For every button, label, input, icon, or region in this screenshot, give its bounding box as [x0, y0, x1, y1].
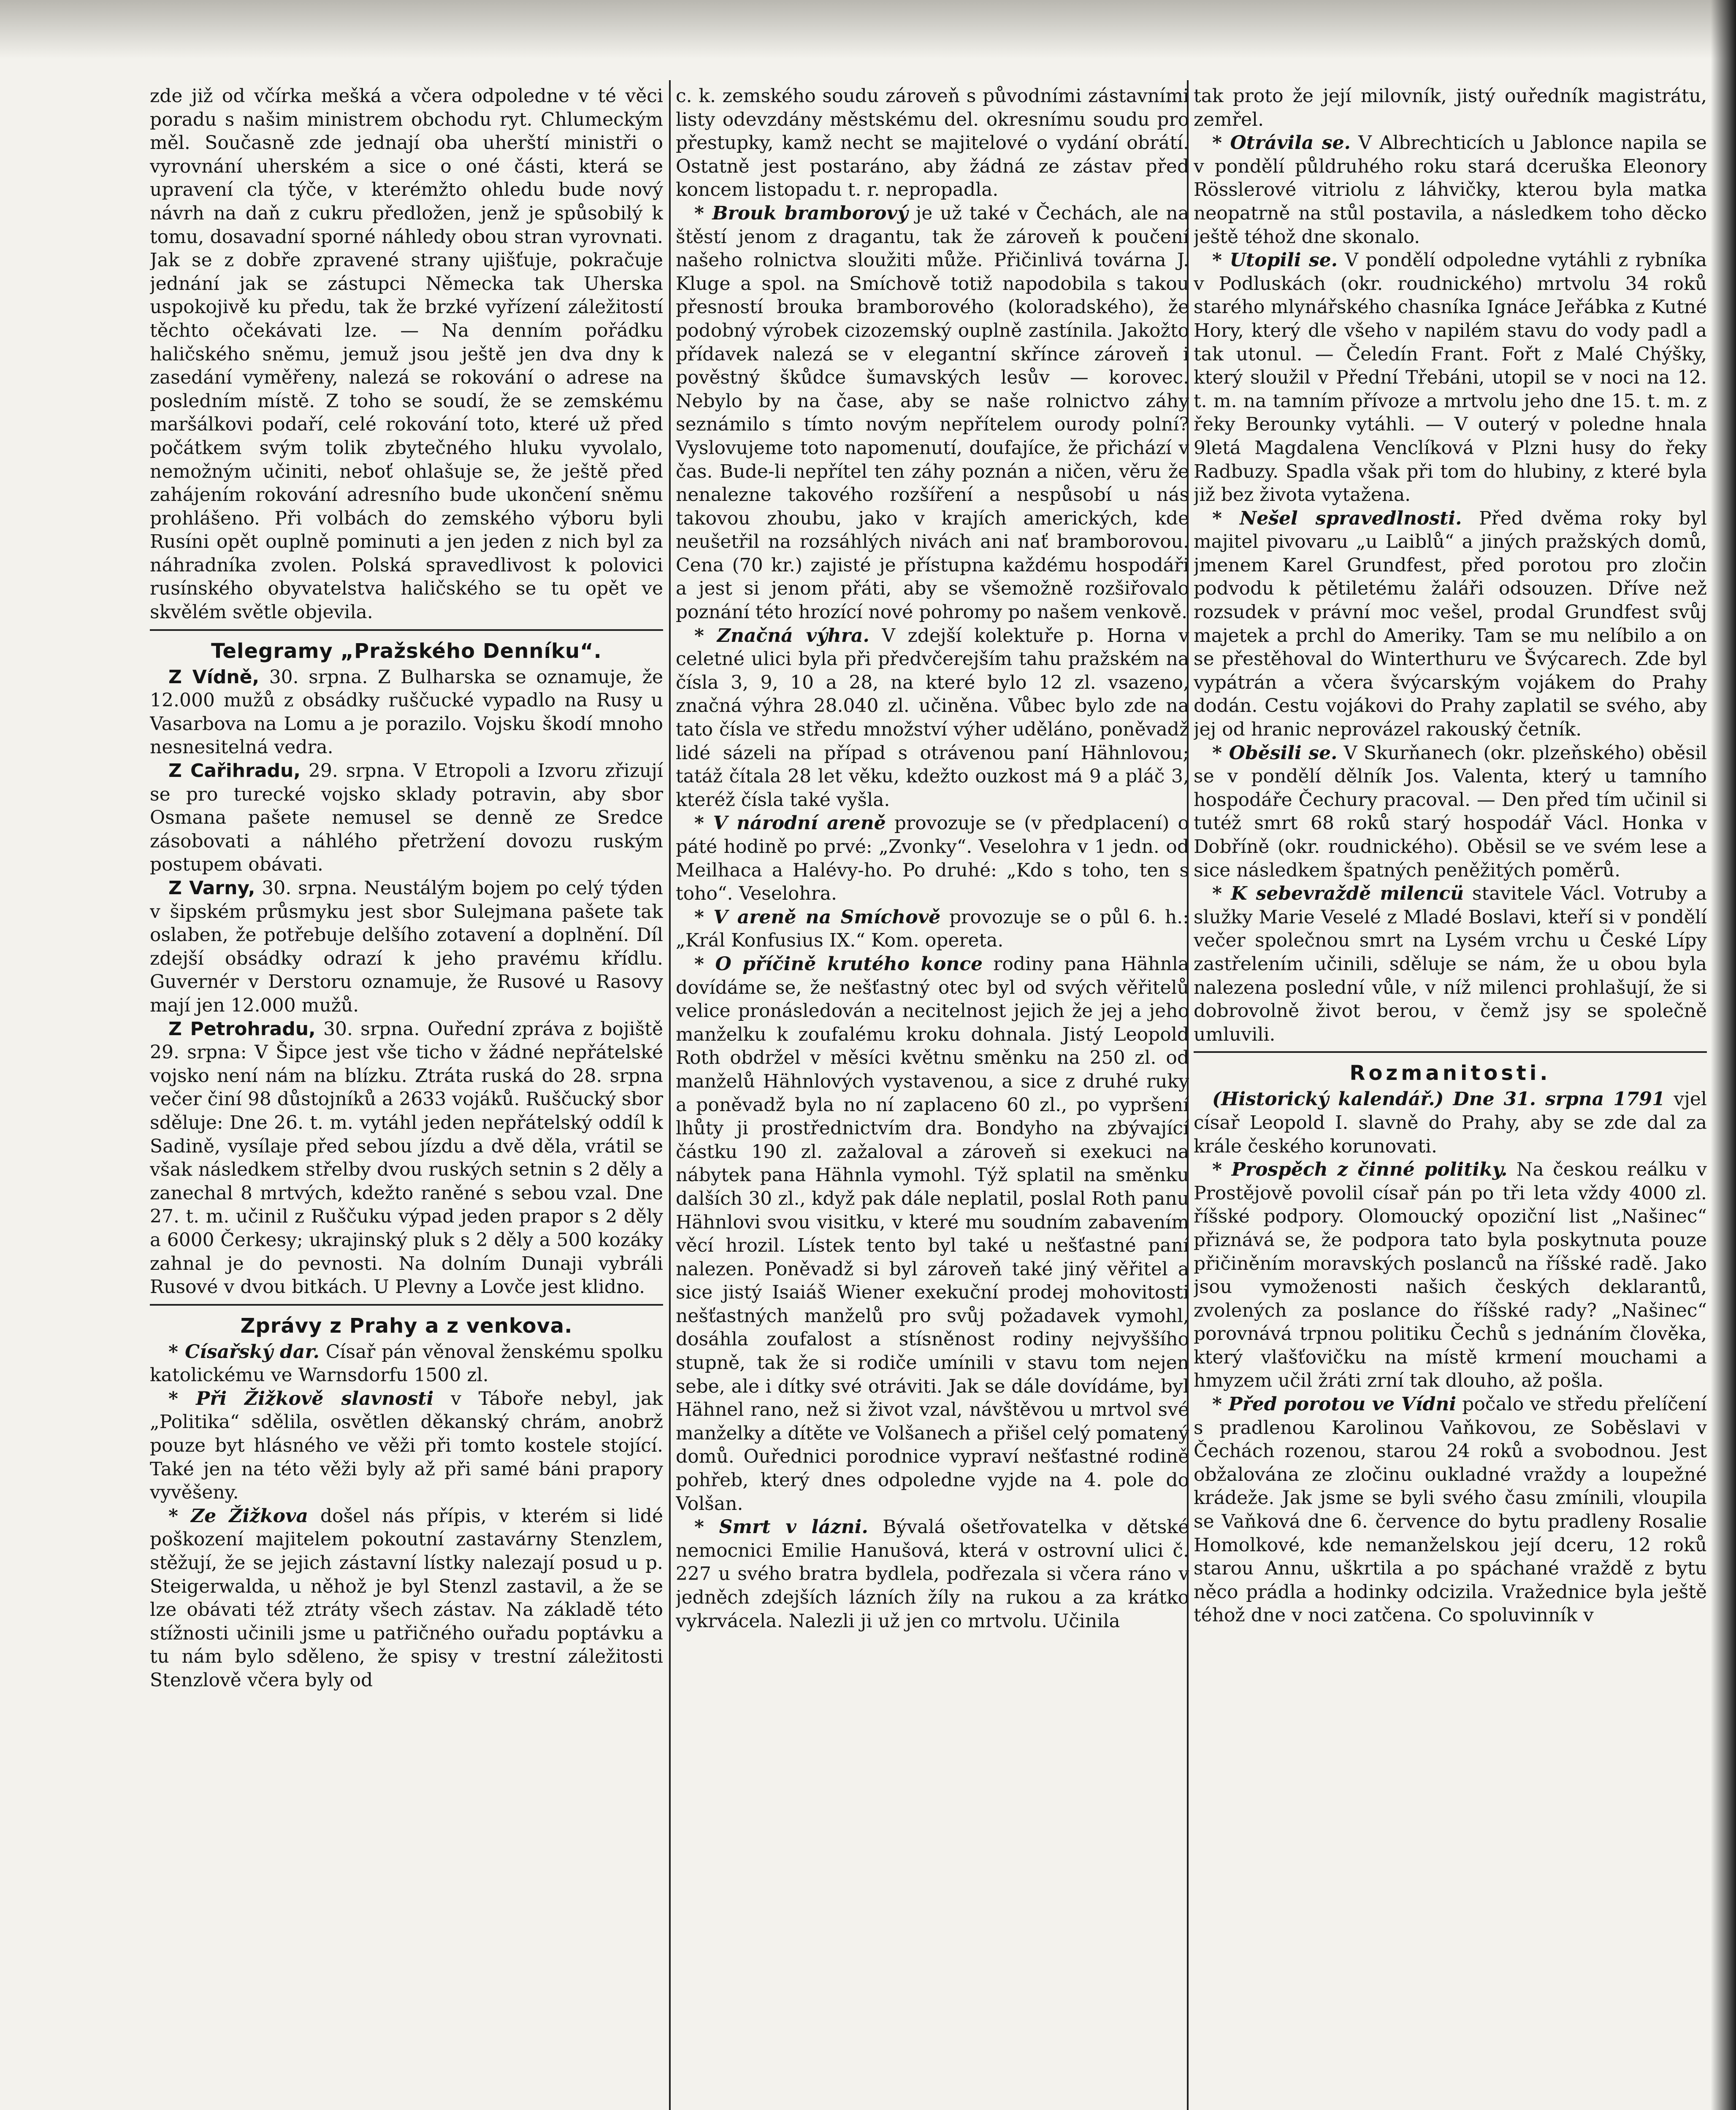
news-item-text: V Skurňanech (okr. plzeňského) oběsil se v pondělí dělník Jos. Valenta, který u tamního hospodáře Čechury pracoval. — Den před tím učinil si tutéž smrt 68 roků starý hospodář Václ. Honka v Dobříně (okr. roudnického). Oběsil se ve svém lese a sice následkem špatných peněžitých poměrů.: [1194, 742, 1707, 881]
news-item-text: je už také v Čechách, ale na štěstí jenom z dragantu, tak že zároveň k poučení našeho rolnictva sloužiti může. Přičinlivá továrna J. Kluge a spol. na Smíchově totiž napodobila s takou přesností brouka bramborového (koloradského), že podobný výrobek cizozemský ouplně zastínila. Jakožto přídavek nalezá se v elegantní skřínce zároveň i pověstný škůdce šumavských lesův — korovec. Nebylo by na čase, aby se naše rolnictvo záhy seznámilo s tímto novým nepřítelem ourody polní? Vyslovujeme toto napomenutí, doufajíce, že přichází v čas. Bude-li nepřítel ten záhy poznán a ničen, věru že nenalezne takového rozšíření a nespůsobí u nás takovou zhoubu, jako v krajích amerických, kde neušetřil na rozsáhlých nivách ani nať bramborovou. Cena (70 kr.) zajisté je přístupna každému hospodáři a jest si jenom přáti, aby se všemožně rozšiřovalo poznání této hrozící nové pohromy po našem venkově.: [676, 202, 1189, 623]
news-item-text: V Albrechticích u Jablonce napila se v pondělí půldruhého roku stará dceruška Eleonory Rösslerové vitriolu z láhvičky, kterou byla matka neopatrně na stůl postavila, a následkem toho děcko ještě téhož dne skonalo.: [1194, 132, 1707, 248]
news-item: * V areně na Smíchově provozuje se o půl 6. h.: „Král Konfusius IX.“ Kom. opereta.: [676, 906, 1189, 952]
news-item-title: Ze Žižkova: [191, 1505, 309, 1527]
telegram-item: [150, 759, 663, 876]
news-item: * Otrávila se. V Albrechticích u Jablonce napila se v pondělí půldruhého roku stará dceruška Eleonory Rösslerové vitriolu z láhvičky, kterou byla matka neopatrně na stůl postavila, a následkem toho děcko ještě téhož dne skonalo.: [1194, 132, 1707, 248]
article-continuation: zde již od včírka mešká a včera odpoledne v té věci poradu s našim ministrem obchodu ryt. Chlumeckým měl. Současně zde jednají oba uherští ministři o vyrovnání uherském a sice o oné části, která se upravení cla týče, v kterémžto ohledu bude nový návrh na daň z cukru předložen, jenž je spůsobilý k tomu, dosavadní sporné náhledy obou stran vyrovnati. Jak se z dobře zpravené strany ujišťuje, pokračuje jednání jak se zástupci Německa tak Uherska uspokojivě ku předu, tak že brzké vyřízení záležitostí těchto očekávati lze. — Na denním pořádku haličského sněmu, jemuž jsou ještě jen dva dny k zasedání vyměřeny, nalezá se rokování o adrese na posledním místě. Z toho se soudí, že se zemskému maršálkovi podaří, celé rokování toto, které už před počátkem svým tolik zbytečného hluku vyvolalo, nemožným učiniti, neboť ohlašuje se, že ještě před zahájením rokování adresního bude ukončení sněmu prohlášeno. Při volbách do zemského výboru byli Rusíni opět ouplně pominuti a jen jeden z nich byl za náhradníka zvolen. Polská spravedlivost k polovici rusínského obyvatelstva haličského se tu opět ve skvělém světle objevila.: [150, 85, 663, 623]
news-item-text: stavitele Václ. Votruby a služky Marie Veselé z Mladé Boslavi, kteří si v pondělí večer společnou smrt na Lysém vrchu u České Lípy zastřelením učinili, sděluje se nám, že u obou byla nalezena poslední vůle, v níž milenci prohlašují, že si dobrovolně život berou, v čemž jsy se společně umluvili.: [1194, 883, 1707, 1045]
news-item-title: K sebevraždě milencü: [1231, 883, 1464, 905]
news-item: * Smrt v lázni. Bývalá ošetřovatelka v dětské nemocnici Emilie Hanušová, která v ostrovní ulici č. 227 u svého bratra bydlela, podřezala si včera ráno v jedněch zdejších lázních žíly na rukou a za krátko vykrvácela. Nalezli ji už jen co mrtvolu. Učinila: [676, 1516, 1189, 1632]
dateline: Z Vídně,: [168, 666, 260, 688]
column-3: [1194, 84, 1707, 2110]
column-2: [676, 84, 1189, 2110]
news-item-title: Brouk bramborový: [712, 202, 908, 224]
telegram-text: 30. srpna. Ouřední zpráva z bojiště 29. srpna: V Šipce jest vše ticho v žádné nepřátelské vojsko není nám na blízku. Ztráta ruská do 28. srpna večer činí 98 důstojníků a 2633 vojáků. Ruščucký sbor sděluje: Dne 26. t. m. vytáhl jeden nepřátelský oddíl k Sadině, vysílaje před sebou jízdu a dvě děla, vrátil se však následkem střelby dvou ruských setnin s 2 děly a zanechal 8 mrtvých, kdežto raněné s sebou vzal. Dne 27. t. m. učinil z Ruščuku výpad jeden prapor s 2 děly a 6000 Čerkesy; ukrajinský pluk s 2 děly a 500 kozáky zahnal je do pevnosti. Na dolním Dunaji vybráli Rusové v dvou bitkách. U Plevny a Lovče jest klidno.: [150, 1018, 663, 1298]
dateline: Z Petrohradu,: [168, 1018, 316, 1040]
section-rule: [150, 629, 663, 631]
news-item-title: Utopili se.: [1230, 249, 1338, 271]
news-item: * Utopili se. V pondělí odpoledne vytáhli z rybníka v Podluskách (okr. roudnického) mrtvolu 34 roků starého mlynářského chasníka Ignáce Jeřábka z Kutné Hory, který dle všeho v napilém stavu do vody padl a tak utonul. — Čeledín Frant. Fořt z Malé Chýšky, který sloužil v Přední Třebáni, utopil se v noci na 12. t. m. na tamním přívoze a mrtvolu jeho dne 15. t. m. z řeky Berounky vytáhli. — V outerý v poledne hnala 9letá Magdalena Venclíková v Plzni husy do řeky Radbuzy. Spadla však při tom do hlubiny, z které byla již bez života vytažena.: [1194, 249, 1707, 506]
telegram-text: 30. srpna. Z Bulharska se oznamuje, že 12.000 mužů z obsádky ruščucké vypadlo na Rusy u Vasarbova na Lomu a je porazilo. Vojsku škodí mnoho nesnesitelná vedra.: [150, 666, 663, 758]
news-item-text: Na českou reálku v Prostějově povolil císař pán po tři leta vždy 4000 zl. říšské podpory. Olomoucký opoziční list „Našinec“ přiznává se, že podpora tato byla poskytnuta pouze přičiněním moravských poslanců na říšské radě. Jako jsou vymoženosti našich českých deklarantů, zvolených za poslance do říšské rady? „Našinec“ porovnává trpnou politiku Čechů s jednáním člověka, který vlašťovičku na místě krmení mouchami a hmyzem učil žráti zrní tak dlouho, až pošla.: [1194, 1159, 1707, 1392]
news-item-text: došel nás přípis, v kterém si lidé poškození majitelem pokoutní zastavárny Stenzlem, stěžují, že se jejich zástavní lístky nalezají posud u p. Steigerwalda, u něhož je byl Stenzl zastavil, a že se lze obávati též ztráty všech zástav. Na základě této stížnosti učinili jsme u patřičného ouřadu poptávku a tu nám bylo sděleno, že spisy v trestní záležitosti Stenzlově včera byly od: [150, 1505, 663, 1691]
news-item-title: Před porotou ve Vídni: [1228, 1393, 1457, 1415]
telegram-item: [150, 1017, 663, 1299]
section-heading-telegrams: Telegramy „Pražského Denníku“.: [211, 639, 602, 663]
scan-edge: [1711, 0, 1736, 2110]
news-item-title: Nešel spravedlnosti.: [1240, 507, 1462, 529]
news-item-text: počalo ve středu přelíčení s pradlenou Karolinou Vaňkovou, ze Soběslavi v Čechách rozenou, starou 24 roků a svobodnou. Jest obžalována ze zločinu oukladné vraždy a loupežné krádeže. Jak jsme se byli svého času zmínili, vloupila se Vaňková dne 6. července do bytu pradleny Rosalie Homolkové, kde nemanželskou její dceru, 12 roků starou Annu, uškrtila a po spáchané vraždě z bytu něco prádla a hodinky odcizila. Vražednice byla ještě téhož dne v noci zatčena. Co spoluvinník v: [1194, 1393, 1707, 1626]
news-item-text: Bývalá ošetřovatelka v dětské nemocnici Emilie Hanušová, která v ostrovní ulici č. 227 u svého bratra bydlela, podřezala si včera ráno v jedněch zdejších lázních žíly na rukou a za krátko vykrvácela. Nalezli ji už jen co mrtvolu. Učinila: [676, 1516, 1189, 1632]
article-continuation: c. k. zemského soudu zároveň s původními zástavními listy odevzdány městskému del. okresnímu soudu pro přestupky, kamž necht se majitelové o vydání obrátí. Ostatně jest postaráno, aby žádná ze zástav před koncem listopadu t. r. nepropadla.: [676, 85, 1189, 201]
news-item-title: Otrávila se.: [1230, 132, 1351, 154]
telegram-text: 29. srpna. V Etropoli a Izvoru zřizují se pro turecké vojsko sklady potravin, aby sbor Osmana pašete nemusel se denně ze Sredce zásobovati a náhlého přetržení dovozu ruským postupem obávati.: [150, 760, 663, 876]
news-item-title: (Historický kalendář.) Dne 31. srpna 1791: [1212, 1088, 1665, 1110]
news-item-text: Před dvěma roky byl majitel pivovaru „u Laiblů“ a jiných pražských domů, jmenem Karel Grundfest, před porotou pro zločin podvodu k pětiletému žaláři odsouzen. Dříve než rozsudek v právní moc vešel, prodal Grundfest svůj majetek a prchl do Ameriky. Tam se mu nelíbilo a on se přestěhoval do Winterthuru ve Švýcarech. Zde byl vypátrán a včera švýcarským vojákem do Prahy dodán. Cestu vojákovi do Prahy zaplatil se svého, aby jej od hranic neprovázel rakouský četník.: [1194, 507, 1707, 741]
telegram-item: [150, 665, 663, 759]
telegram-text: 30. srpna. Neustálým bojem po celý týden v šipském průsmyku jest sbor Sulejmana pašete tak oslaben, že potřebuje delšího zotavení a doplnění. Díl zdejší obsádky odrazí k jeho pravému křídlu. Guvernér v Derstoru oznamuje, že Rusové u Rasovy mají jen 12.000 mužů.: [150, 877, 663, 1016]
news-item: * O příčině krutého konce rodiny pana Hähnla dovídáme se, že nešťastný otec byl od svých věřitelů velice pronásledován a necitelnost jejich že jej a jeho manželku k zoufalému kroku dohnala. Jistý Leopold Roth obdržel v měsíci květnu směnku na 250 zl. od manželů Hähnlových vystavenou, a sice z druhé ruky a poněvadž byla no ní zaplaceno 60 zl., po vypršení lhůty ji prostřednictvím dra. Bondyho na zbývající částku 190 zl. zažaloval a zároveň si exekuci na nábytek pana Hähnla vymohl. Týž splatil na směnku dalších 30 zl., když pak dále neplatil, poslal Roth panu Hähnlovi svou visitku, v které mu soudním zabavením věcí hrozil. Lístek tento byl také u nešťastné paní nalezen. Poněvadž si byl zároveň také jiný věřitel a sice jistý Isaiáš Wiener exekuční prodej mohovitosti nešťastných manželů pro svůj požadavek vymohl, dosáhla zoufalost a stísněnost rodiny nejvyššího stupně, tak že si rodiče umínili v stavu tom nejen sebe, ale i dítky své otráviti. Jak se dále dovídáme, byl Hähnel rano, než si život vzal, návštěvou u mrtvol své manželky a dítěte ve Volšanech a přišel celý pomatený domů. Ouřednici porodnice vypraví nešťastné rodině pohřeb, který dnes odpoledne vyjde na 4. pole do Volšan.: [676, 953, 1189, 1515]
news-item-title: Císařský dar.: [185, 1341, 320, 1363]
news-item: * Brouk bramborový je už také v Čechách, ale na štěstí jenom z dragantu, tak že zároveň k poučení našeho rolnictva sloužiti může. Přičinlivá továrna J. Kluge a spol. na Smíchově totiž napodobila s takou přesností brouka bramborového (koloradského), že podobný výrobek cizozemský ouplně zastínila. Jakožto přídavek nalezá se v elegantní skřínce zároveň i pověstný škůdce šumavských lesův — korovec. Nebylo by na čase, aby se naše rolnictvo záhy seznámilo s tímto novým nepřítelem ourody polní? Vyslovujeme toto napomenutí, doufajíce, že přichází v čas. Bude-li nepřítel ten záhy poznán a ničen, věru že nenalezne takového rozšíření a nespůsobí u nás takovou zhoubu, jako v krajích amerických, kde neušetřil na rozsáhlých nivách ani nať bramborovou. Cena (70 kr.) zajisté je přístupna každému hospodáři a jest si jenom přáti, aby se všemožně rozšiřovalo poznání této hrozící nové pohromy po našem venkově.: [676, 202, 1189, 623]
news-item-title: V národní areně: [713, 812, 886, 834]
section-rule: [150, 1304, 663, 1306]
column-1: [150, 84, 663, 2110]
dateline: Z Varny,: [168, 877, 255, 899]
news-item-title: Smrt v lázni.: [719, 1516, 868, 1538]
dateline: Z Cařihradu,: [168, 760, 301, 782]
news-item: [1194, 1087, 1707, 1158]
news-item-title: Prospěch z činné politiky.: [1231, 1159, 1508, 1181]
section-heading-rozmanitosti: Rozmanitosti.: [1349, 1061, 1551, 1085]
news-item-text: provozuje se o půl 6. h.: „Král Konfusius IX.“ Kom. opereta.: [676, 906, 1189, 952]
news-item: * Ze Žižkova došel nás přípis, v kterém si lidé poškození majitelem pokoutní zastavárny Stenzlem, stěžují, že se jejich zástavní lístky nalezají posud u p. Steigerwalda, u něhož je byl Stenzl zastavil, a že se lze obávati též ztráty všech zástav. Na základě této stížnosti učinili jsme u patřičného ouřadu poptávku a tu nám bylo sděleno, že spisy v trestní záležitosti Stenzlově včera byly od: [150, 1505, 663, 1691]
news-item-text: vjel císař Leopold I. slavně do Prahy, aby se zde dal za krále českého korunovati.: [1194, 1088, 1707, 1157]
news-item-title: V areně na Smíchově: [713, 906, 941, 928]
column-divider: [669, 80, 671, 2110]
news-item: * Císařský dar. Císař pán věnoval ženskému spolku katolickému ve Warnsdorfu 1500 zl.: [150, 1341, 663, 1386]
news-item-text: provozuje se (v předplacení) o páté hodině po prvé: „Zvonky“. Veselohra v 1 jedn. od Meilhaca a Halévy-ho. Po druhé: „Kdo s toho, ten s toho“. Veselohra.: [676, 812, 1189, 905]
news-item-title: Značná výhra.: [717, 625, 869, 647]
telegram-item: [150, 876, 663, 1017]
news-item-text: V pondělí odpoledne vytáhli z rybníka v Podluskách (okr. roudnického) mrtvolu 34 roků starého mlynářského chasníka Ignáce Jeřábka z Kutné Hory, který dle všeho v napilém stavu do vody padl a tak utonul. — Čeledín Frant. Fořt z Malé Chýšky, který sloužil v Přední Třebáni, utopil se v noci na 12. t. m. na tamním přívoze a mrtvolu jeho dne 15. t. m. z řeky Berounky vytáhli. — V outerý v poledne hnala 9letá Magdalena Venclíková v Plzni husy do řeky Radbuzy. Spadla však při tom do hlubiny, z které byla již bez života vytažena.: [1194, 249, 1707, 506]
news-item: * Při Žižkově slavnosti v Táboře nebyl, jak „Politika“ sdělila, osvětlen děkanský chrám, anobrž pouze byt hlásného ve věži při tomto kostele stojící. Také jen na této věži byly až při samé báni prapory vyvěšeny.: [150, 1388, 663, 1504]
news-item: * K sebevraždě milencü stavitele Václ. Votruby a služky Marie Veselé z Mladé Boslavi, kteří si v pondělí večer společnou smrt na Lysém vrchu u České Lípy zastřelením učinili, sděluje se nám, že u obou byla nalezena poslední vůle, v níž milenci prohlašují, že si dobrovolně život berou, v čemž jsy se společně umluvili.: [1194, 883, 1707, 1045]
news-item-title: Při Žižkově slavnosti: [196, 1388, 434, 1409]
news-item: * Nešel spravedlnosti. Před dvěma roky byl majitel pivovaru „u Laiblů“ a jiných pražských domů, jmenem Karel Grundfest, před porotou pro zločin podvodu k pětiletému žaláři odsouzen. Dříve než rozsudek v právní moc vešel, prodal Grundfest svůj majetek a prchl do Ameriky. Tam se mu nelíbilo a on se přestěhoval do Winterthuru ve Švýcarech. Zde byl vypátrán a včera švýcarským vojákem do Prahy dodán. Cestu vojákovi do Prahy zaplatil se svého, aby jej od hranic neprovázel rakouský četník.: [1194, 507, 1707, 741]
news-item-text: v Táboře nebyl, jak „Politika“ sdělila, osvětlen děkanský chrám, anobrž pouze byt hlásného ve věži při tomto kostele stojící. Také jen na této věži byly až při samé báni prapory vyvěšeny.: [150, 1388, 663, 1504]
news-item-title: Oběsili se.: [1229, 742, 1338, 764]
scan-shadow: [0, 0, 1736, 59]
news-item: * V národní areně provozuje se (v předplacení) o páté hodině po prvé: „Zvonky“. Veselohra v 1 jedn. od Meilhaca a Halévy-ho. Po druhé: „Kdo s toho, ten s toho“. Veselohra.: [676, 812, 1189, 905]
news-item: * Prospěch z činné politiky. Na českou reálku v Prostějově povolil císař pán po tři leta vždy 4000 zl. říšské podpory. Olomoucký opoziční list „Našinec“ přiznává se, že podpora tato byla poskytnuta pouze přičiněním moravských poslanců na říšské radě. Jako jsou vymoženosti našich českých deklarantů, zvolených za poslance do říšské rady? „Našinec“ porovnává trpnou politiku Čechů s jednáním člověka, který vlašťovičku na místě krmení mouchami a hmyzem učil žráti zrní tak dlouho, až pošla.: [1194, 1159, 1707, 1392]
article-continuation: tak proto že její milovník, jistý ouředník magistrátu, zemřel.: [1194, 85, 1707, 130]
news-item-text: rodiny pana Hähnla dovídáme se, že nešťastný otec byl od svých věřitelů velice pronásledován a necitelnost jejich že jej a jeho manželku k zoufalému kroku dohnala. Jistý Leopold Roth obdržel v měsíci květnu směnku na 250 zl. od manželů Hähnlových vystavenou, a sice z druhé ruky a poněvadž byla no ní zaplaceno 60 zl., po vypršení lhůty ji prostřednictvím dra. Bondyho na zbývající částku 190 zl. zažaloval a zároveň si exekuci na nábytek pana Hähnla vymohl. Týž splatil na směnku dalších 30 zl., když pak dále neplatil, poslal Roth panu Hähnlovi svou visitku, v které mu soudním zabavením věcí hrozil. Lístek tento byl také u nešťastné paní nalezen. Poněvadž si byl zároveň také jiný věřitel a sice jistý Isaiáš Wiener exekuční prodej mohovitosti nešťastných manželů pro svůj požadavek vymohl, dosáhla zoufalost a stísněnost rodiny nejvyššího stupně, tak že si rodiče umínili v stavu tom nejen sebe, ale i dítky své otráviti. Jak se dále dovídáme, byl Hähnel rano, než si život vzal, návštěvou u mrtvol své manželky a dítěte ve Volšanech a přišel celý pomatený domů. Ouřednici porodnice vypraví nešťastné rodině pohřeb, který dnes odpoledne vyjde na 4. pole do Volšan.: [676, 953, 1189, 1515]
section-heading-local-news: Zprávy z Prahy a z venkova.: [240, 1314, 573, 1338]
news-item: * Značná výhra. V zdejší kolektuře p. Horna v celetné ulici byla při předvčerejším tahu pražském na čísla 3, 9, 10 a 28, na které bylo 12 zl. vsazeno, značná výhra 28.040 zl. učiněna. Vůbec bylo zde na tato čísla ve středu množství výher uděláno, poněvadž lidé sázeli na případ s otrávenou paní Hähnlovou; tatáž čítala 28 let věku, kdežto ouzkost má 9 a pláč 3, kteréž čísla také vyšla.: [676, 625, 1189, 811]
news-item-text: Císař pán věnoval ženskému spolku katolickému ve Warnsdorfu 1500 zl.: [150, 1341, 663, 1386]
section-rule: [1194, 1051, 1707, 1053]
news-item-title: O příčině krutého konce: [715, 953, 983, 975]
news-item-text: V zdejší kolektuře p. Horna v celetné ulici byla při předvčerejším tahu pražském na čísla 3, 9, 10 a 28, na které bylo 12 zl. vsazeno, značná výhra 28.040 zl. učiněna. Vůbec bylo zde na tato čísla ve středu množství výher uděláno, poněvadž lidé sázeli na případ s otrávenou paní Hähnlovou; tatáž čítala 28 let věku, kdežto ouzkost má 9 a pláč 3, kteréž čísla také vyšla.: [676, 625, 1189, 811]
news-item: * Oběsili se. V Skurňanech (okr. plzeňského) oběsil se v pondělí dělník Jos. Valenta, který u tamního hospodáře Čechury pracoval. — Den před tím učinil si tutéž smrt 68 roků starý hospodář Václ. Honka v Dobříně (okr. roudnického). Oběsil se ve svém lese a sice následkem špatných peněžitých poměrů.: [1194, 742, 1707, 881]
news-item: * Před porotou ve Vídni počalo ve středu přelíčení s pradlenou Karolinou Vaňkovou, ze Soběslavi v Čechách rozenou, starou 24 roků a svobodnou. Jest obžalována ze zločinu oukladné vraždy a loupežné krádeže. Jak jsme se byli svého času zmínili, vloupila se Vaňková dne 6. července do bytu pradleny Rosalie Homolkové, kde nemanželskou její dceru, 12 roků starou Annu, uškrtila a po spáchané vraždě z bytu něco prádla a hodinky odcizila. Vražednice byla ještě téhož dne v noci zatčena. Co spoluvinník v: [1194, 1393, 1707, 1626]
